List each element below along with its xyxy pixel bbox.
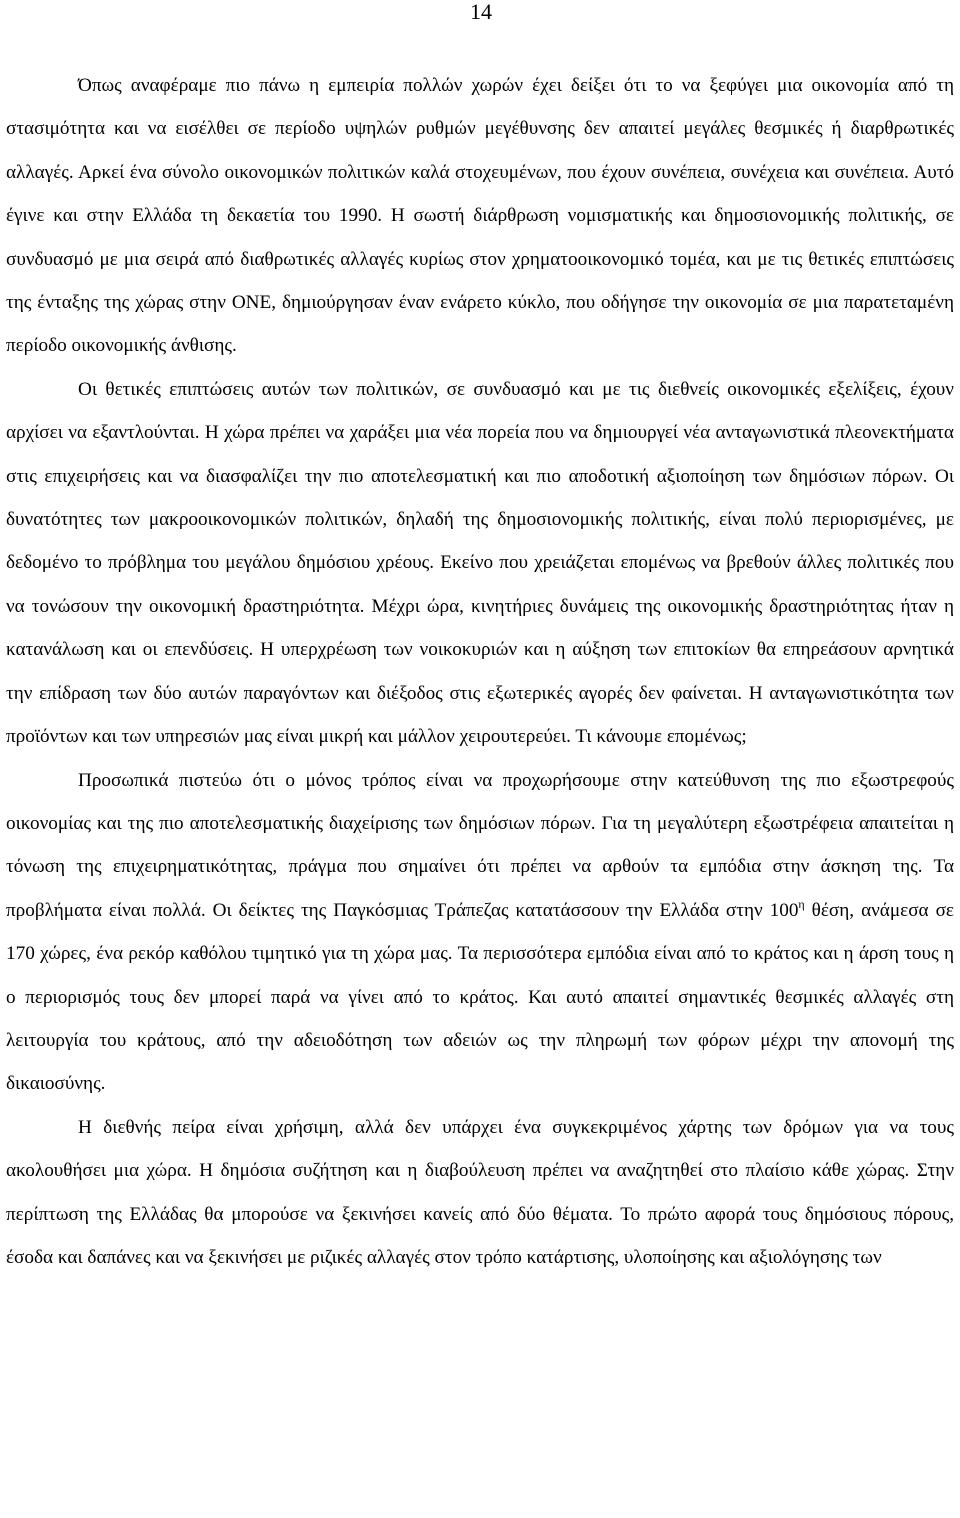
paragraph-3-part-1: Προσωπικά πιστεύω ότι ο μόνος τρόπος είναι να προχωρήσουμε στην κατεύθυνση της πιο εξωστρεφούς οικονομίας και της πιο αποτελεσματικής διαχείρισης των δημόσιων πόρων. Για τη μεγαλύτερη εξωστρέφεια απαιτείται η τόνωση της επιχειρηματικότητας, πράγμα που σημαίνει ότι πρέπει να αρθούν τα εμπόδια στην άσκηση της. Τα προβλήματα είναι πολλά. Οι δείκτες της Παγκόσμιας Τράπεζας κατατάσσουν την Ελλάδα στην 100 xyxy=(6,769,954,921)
paragraph-3-part-2: θέση, ανάμεσα σε 170 χώρες, ένα ρεκόρ καθόλου τιμητικό για τη χώρα μας. Τα περισσότερα εμπόδια είναι από το κράτος και η άρση τους η ο περιορισμός τους δεν μπορεί παρά να γίνει από το κράτος. Και αυτό απαιτεί σημαντικές θεσμικές αλλαγές στη λειτουργία του κράτους, από την αδειοδότηση των αδειών ως την πληρωμή των φόρων μέχρι την απονομή της δικαιοσύνης. xyxy=(6,899,954,1095)
paragraph-3 xyxy=(6,759,954,1106)
paragraph-4: Η διεθνής πείρα είναι χρήσιμη, αλλά δεν υπάρχει ένα συγκεκριμένος χάρτης των δρόμων για να τους ακολουθήσει μια χώρα. Η δημόσια συζήτηση και η διαβούλευση πρέπει να αναζητηθεί στο πλαίσιο κάθε χώρας. Στην περίπτωση της Ελλάδας θα μπορούσε να ξεκινήσει κανείς από δύο θέματα. Το πρώτο αφορά τους δημόσιους πόρους, έσοδα και δαπάνες και να ξεκινήσει με ριζικές αλλαγές στον τρόπο κατάρτισης, υλοποίησης και αξιολόγησης των xyxy=(6,1116,954,1268)
document-body xyxy=(6,64,954,1279)
ordinal-superscript: η xyxy=(798,896,805,911)
paragraph-1: Όπως αναφέραμε πιο πάνω η εμπειρία πολλών χωρών έχει δείξει ότι το να ξεφύγει μια οικονομία από τη στασιμότητα και να εισέλθει σε περίοδο υψηλών ρυθμών μεγέθυνσης δεν απαιτεί μεγάλες θεσμικές ή διαρθρωτικές αλλαγές. Αρκεί ένα σύνολο οικονομικών πολιτικών καλά στοχευμένων, που έχουν συνέπεια, συνέχεια και συνέπεια. Αυτό έγινε και στην Ελλάδα τη δεκαετία του 1990. Η σωστή διάρθρωση νομισματικής και δημοσιονομικής πολιτικής, σε συνδυασμό με μια σειρά από διαθρωτικές αλλαγές κυρίως στον χρηματοοικονομικό τομέα, και με τις θετικές επιπτώσεις της ένταξης της χώρας στην ΟΝΕ, δημιούργησαν έναν ενάρετο κύκλο, που οδήγησε την οικονομία σε μια παρατεταμένη περίοδο οικονομικής άνθισης. xyxy=(6,75,954,357)
paragraph-2: Οι θετικές επιπτώσεις αυτών των πολιτικών, σε συνδυασμό και με τις διεθνείς οικονομικές εξελίξεις, έχουν αρχίσει να εξαντλούνται. Η χώρα πρέπει να χαράξει μια νέα πορεία που να δημιουργεί νέα ανταγωνιστικά πλεονεκτήματα στις επιχειρήσεις και να διασφαλίζει την πιο αποτελεσματική και πιο αποδοτική αξιοποίηση των δημόσιων πόρων. Οι δυνατότητες των μακροοικονομικών πολιτικών, δηλαδή της δημοσιονομικής πολιτικής, είναι πολύ περιορισμένες, με δεδομένο το πρόβλημα του μεγάλου δημόσιου χρέους. Εκείνο που χρειάζεται επομένως να βρεθούν άλλες πολιτικές που να τονώσουν την οικονομική δραστηριότητα. Μέχρι ώρα, κινητήριες δυνάμεις της οικονομικής δραστηριότητας ήταν η κατανάλωση και οι επενδύσεις. Η υπερχρέωση των νοικοκυριών και η αύξηση των επιτοκίων θα επηρεάσουν αρνητικά την επίδραση των δύο αυτών παραγόντων και διέξοδος στις εξωτερικές αγορές δεν φαίνεται. Η ανταγωνιστικότητα των προϊόντων και των υπηρεσιών μας είναι μικρή και μάλλον χειρουτερεύει. Τι κάνουμε επομένως; xyxy=(6,378,954,748)
page-number: 14 xyxy=(470,0,492,24)
